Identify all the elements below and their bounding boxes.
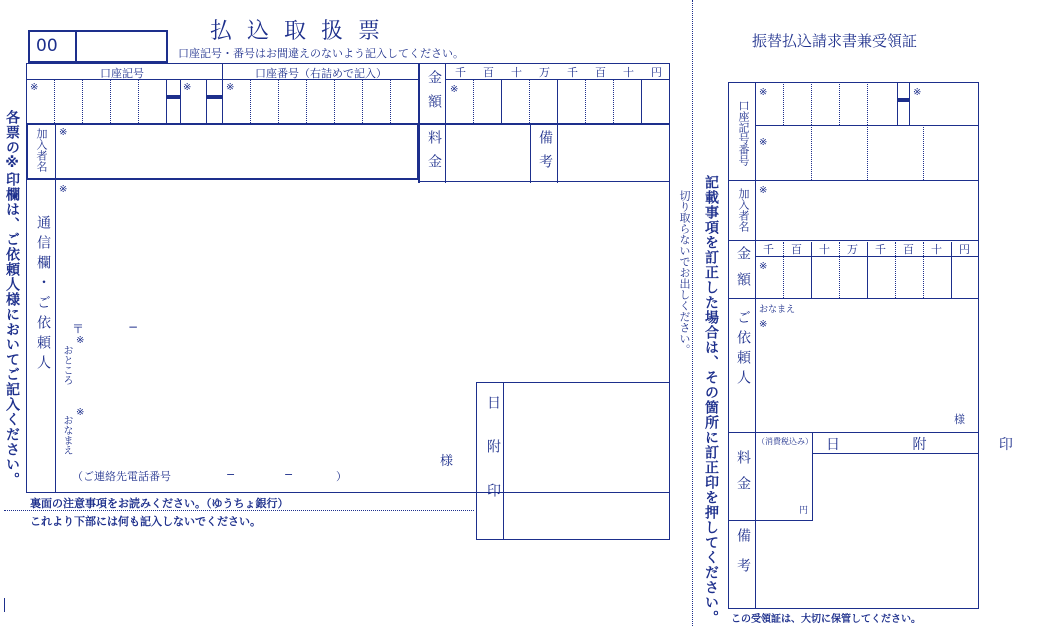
receipt-separator-mark	[898, 98, 909, 102]
digit-unit: 円	[651, 66, 662, 79]
name-label: おなまえ	[61, 415, 72, 455]
digit-unit: 十	[623, 66, 634, 79]
receipt-subscriber-field[interactable]	[757, 182, 977, 238]
receipt-yen: 円	[799, 506, 809, 516]
asterisk-mark: ※	[226, 82, 235, 93]
asterisk-mark: ※	[759, 87, 768, 98]
asterisk-mark: ※	[759, 185, 768, 196]
digit-unit: 千	[875, 243, 886, 256]
asterisk-mark: ※	[59, 127, 68, 138]
center-vertical-note: 切り取らないでお出しください。	[678, 190, 691, 355]
message-field[interactable]	[57, 183, 667, 313]
asterisk-mark: ※	[913, 87, 922, 98]
asterisk-mark: ※	[76, 407, 85, 418]
digit-unit: 十	[819, 243, 830, 256]
receipt-kingaku-label: 金額	[735, 246, 751, 298]
address-label: おところ	[61, 345, 72, 385]
digit-unit: 十	[511, 66, 522, 79]
receipt-account-label: 口座記号番号	[737, 100, 750, 166]
subscriber-name-field[interactable]	[26, 123, 419, 180]
correction-note: 記載事項を訂正した場合は、その箇所に訂正印を押してください。	[703, 175, 719, 625]
receipt-subscriber-label: 加入者名	[737, 188, 750, 232]
kingaku-label: 金額	[426, 70, 442, 118]
phone-dash: −	[284, 468, 294, 481]
code-value: 00	[36, 36, 58, 56]
asterisk-mark: ※	[30, 82, 39, 93]
asterisk-mark: ※	[59, 184, 68, 195]
receipt-requester-field[interactable]	[757, 314, 957, 424]
digit-unit: 千	[763, 243, 774, 256]
asterisk-mark: ※	[759, 137, 768, 148]
requester-name-field[interactable]	[80, 408, 430, 458]
digit-unit: 千	[567, 66, 578, 79]
receipt-fee-label: 料金	[735, 450, 751, 502]
digit-unit: 百	[791, 243, 802, 256]
account-separator-mark-2	[207, 95, 222, 99]
message-label: 通信欄・ご依頼人	[35, 215, 51, 375]
fee-field[interactable]	[446, 125, 529, 181]
digit-unit: 千	[455, 66, 466, 79]
digit-unit: 万	[539, 66, 550, 79]
subscriber-label: 加入者名	[35, 128, 48, 172]
remarks-label: 備考	[537, 130, 553, 178]
digit-unit: 百	[903, 243, 914, 256]
receipt-date-stamp-label: 日 附 印	[826, 437, 1047, 453]
phone-label: （ご連絡先電話番号	[72, 470, 171, 483]
address-field[interactable]	[80, 336, 470, 396]
remarks-field[interactable]	[558, 125, 668, 181]
phone-field[interactable]	[170, 466, 340, 482]
account-symbol-label: 口座記号	[100, 67, 144, 80]
phone-dash: −	[226, 468, 236, 481]
instruction-text: 口座記号・番号はお間違えのないよう記入してください。	[178, 47, 464, 60]
asterisk-mark: ※	[76, 335, 85, 346]
date-stamp-label: 日附印	[485, 395, 501, 527]
phone-close: ）	[336, 470, 347, 483]
receipt-title: 振替払込請求書兼受領証	[752, 32, 918, 50]
digit-unit: 十	[931, 243, 942, 256]
receipt-requester-label: ご依頼人	[735, 310, 751, 390]
receipt-sama: 様	[954, 413, 965, 426]
form-title: 払 込 取 扱 票	[210, 19, 384, 44]
asterisk-mark: ※	[759, 261, 768, 272]
receipt-remarks-field[interactable]	[757, 522, 811, 606]
date-stamp-box	[476, 382, 670, 540]
postal-dash: −	[128, 320, 139, 334]
receipt-tax-note: （消費税込み）	[757, 437, 813, 446]
account-number-label: 口座番号（右詰めで記入）	[255, 67, 387, 80]
notice-back: 裏面の注意事項をお読みください。（ゆうちょ銀行）	[30, 497, 289, 510]
digit-unit: 万	[847, 243, 858, 256]
digit-unit: 百	[595, 66, 606, 79]
receipt-name-small: おなまえ	[759, 305, 796, 315]
sama-label: 様	[440, 454, 454, 469]
postal-mark: 〒	[72, 322, 85, 336]
notice-no-write: これより下部には何も記入しないでください。	[30, 515, 261, 528]
receipt-remarks-label: 備考	[735, 528, 751, 588]
receipt-keep-note: この受領証は、大切に保管してください。	[731, 614, 921, 625]
account-separator-mark	[167, 95, 180, 99]
asterisk-mark: ※	[759, 319, 768, 330]
asterisk-mark: ※	[450, 84, 459, 95]
digit-unit: 円	[959, 243, 970, 256]
perforation-line	[692, 0, 693, 626]
fee-label: 料金	[426, 130, 442, 178]
receipt-date-stamp-area	[814, 455, 977, 605]
digit-unit: 百	[483, 66, 494, 79]
left-vertical-note: 各票の※印欄は、ご依頼人様においてご記入ください。	[4, 110, 20, 487]
asterisk-mark: ※	[183, 82, 192, 93]
